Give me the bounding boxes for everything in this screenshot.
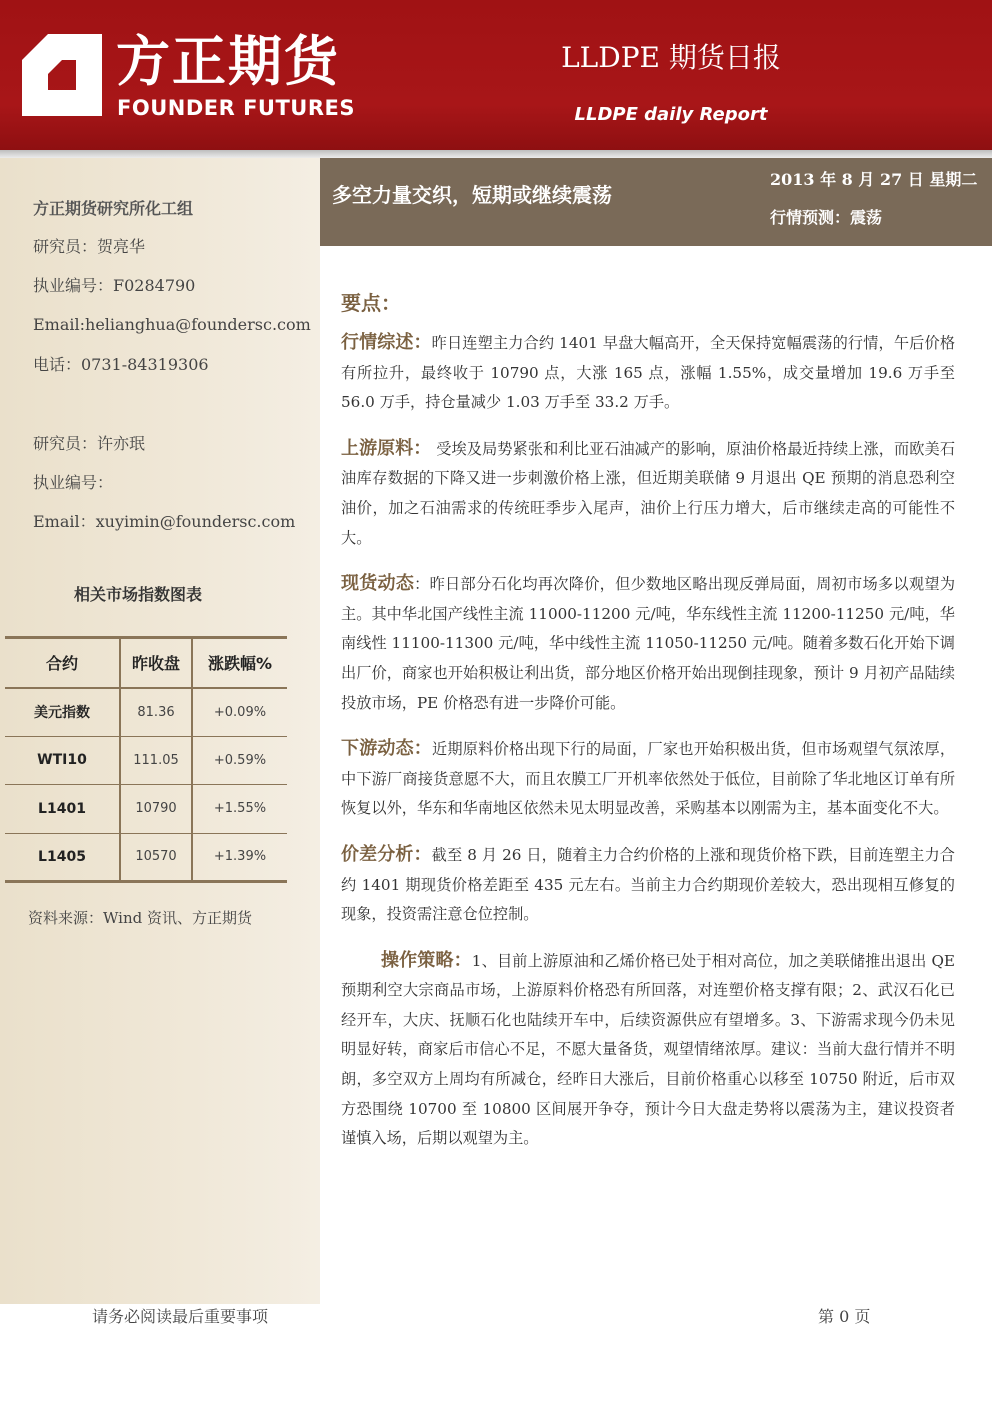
section-label: 下游动态： [341,738,433,760]
table-row [5,736,287,785]
logo-chinese-name: 方正期货 [116,30,340,93]
section-downstream [341,734,955,824]
contract-cell: WTI10 [5,736,120,785]
main-content [341,288,955,1170]
logo-english-name: FOUNDER FUTURES [117,96,355,120]
column-header: 昨收盘 [120,638,192,688]
section-text: 截至 8 月 26 日，随着主力合约价格的上涨和现货价格下跌，目前连塑主力合约 1401 期现货价格差距至 435 元左右。当前主力合约期现价差较大，恐出现相互修复的现象，投资需注意仓位控制。 [341,845,955,924]
table-row [5,785,287,834]
headline: 多空力量交织，短期或继续震荡 [332,183,612,207]
change-cell: +1.55% [192,785,287,834]
section-spot [341,569,955,718]
research-group: 方正期货研究所化工组 [33,199,194,218]
contract-cell: L1405 [5,833,120,882]
section-label: 操作策略： [381,949,472,971]
analyst-license: 执业编号： [33,473,114,492]
analyst-phone: 电话：0731-84319306 [33,355,209,374]
section-label: 现货动态 [341,573,415,595]
change-cell: +1.39% [192,833,287,882]
close-cell: 10790 [120,785,192,834]
report-date: 2013 年 8 月 27 日 星期二 [770,170,978,189]
section-text: ：昨日部分石化均再次降价，但少数地区略出现反弹局面，周初市场多以观望为主。其中华北国产线性主流 11000-11200 元/吨，华东线性主流 11200-11250 元/吨，华南线性 11100-11300 元/吨，华中线性主流 11050-11250 元/吨。随着多数石化开始下调出厂价，商家也开始积极让利出货，部分地区价格开始出现倒挂现象，预计 9 月初产品陆续投放市场，PE 价格恐有进一步降价可能。 [341,575,956,712]
column-header: 涨跌幅% [192,638,287,688]
analyst-name: 研究员：贺亮华 [33,237,146,256]
section-spread [341,840,955,930]
section-text: 受埃及局势紧张和利比亚石油减产的影响，原油价格最近持续上涨，而欧美石油库存数据的下降又进一步刺激价格上涨，但近期美联储 9 月退出 QE 预期的消息恐利空油价，加之石油需求的传统旺季步入尾声，油价上行压力增大，后市继续走高的可能性不大。 [341,439,956,547]
analyst-license: 执业编号：F0284790 [33,276,196,295]
report-subtitle: LLDPE daily Report [574,104,768,125]
market-index-table [5,636,287,883]
index-table-title: 相关市场指数图表 [73,585,202,604]
section-label: 价差分析： [341,843,432,865]
table-row [5,688,287,737]
section-text: 近期原料价格出现下行的局面，厂家也开始积极出货，但市场观望气氛浓厚，中下游厂商接货意愿不大，而且农膜工厂开机率依然处于低位，目前除了华北地区订单有所恢复以外，华东和华南地区依然未见太明显改善，采购基本以刚需为主，基本面变化不大。 [341,740,956,818]
market-forecast: 行情预测：震荡 [770,208,883,227]
close-cell: 111.05 [120,736,192,785]
section-text: 昨日连塑主力合约 1401 早盘大幅高开，全天保持宽幅震荡的行情，午后价格有所拉升，最终收于 10790 点，大涨 165 点，涨幅 1.55%，成交量增加 19.6 万手至 56.0 万手，持仓量减少 1.03 万手至 33.2 万手。 [341,334,956,412]
data-source-note: 资料来源：Wind 资讯、方正期货 [28,909,252,927]
page-number: 第 0 页 [818,1307,871,1326]
analyst-email[interactable]: Email:helianghua@foundersc.com [33,315,311,334]
change-cell: +0.59% [192,736,287,785]
disclaimer-note: 请务必阅读最后重要事项 [92,1307,269,1326]
section-strategy [341,946,955,1154]
section-upstream [341,434,955,553]
close-cell: 81.36 [120,688,192,737]
contract-cell: L1401 [5,785,120,834]
founder-logo-icon [22,34,102,116]
close-cell: 10570 [120,833,192,882]
analyst-name: 研究员：许亦珉 [33,434,146,453]
column-header: 合约 [5,638,120,688]
report-header [0,0,992,150]
section-label: 行情综述： [341,332,432,353]
analyst-email[interactable]: Email：xuyimin@foundersc.com [33,512,296,531]
table-row [5,833,287,882]
section-market-summary [341,328,955,418]
headline-banner [320,158,992,246]
keypoints-heading: 要点： [341,291,401,315]
section-text: 1、目前上游原油和乙烯价格已处于相对高位，加之美联储推出退出 QE 预期利空大宗商品市场，上游原料价格恐有所回落，对连塑价格支撑有限；2、武汉石化已经开车，大庆、抚顺石化也陆续开车中，后续资源供应有望增多。3、下游需求现今仍未见明显好转，商家后市信心不足，不愿大量备货，观望情绪浓厚。建议：当前大盘行情并不明朗，多空双方上周均有所减仓，经昨日大涨后，目前价格重心以移至 10750 附近，后市双方恐围绕 10700 至 10800 区间展开争夺，预计今日大盘走势将以震荡为主，建议投资者谨慎入场，后期以观望为主。 [341,951,956,1148]
table-header-row [5,638,287,688]
header-divider [0,150,992,158]
report-title: LLDPE 期货日报 [561,41,781,74]
section-label: 上游原料： [341,437,432,459]
contract-cell: 美元指数 [5,688,120,737]
change-cell: +0.09% [192,688,287,737]
